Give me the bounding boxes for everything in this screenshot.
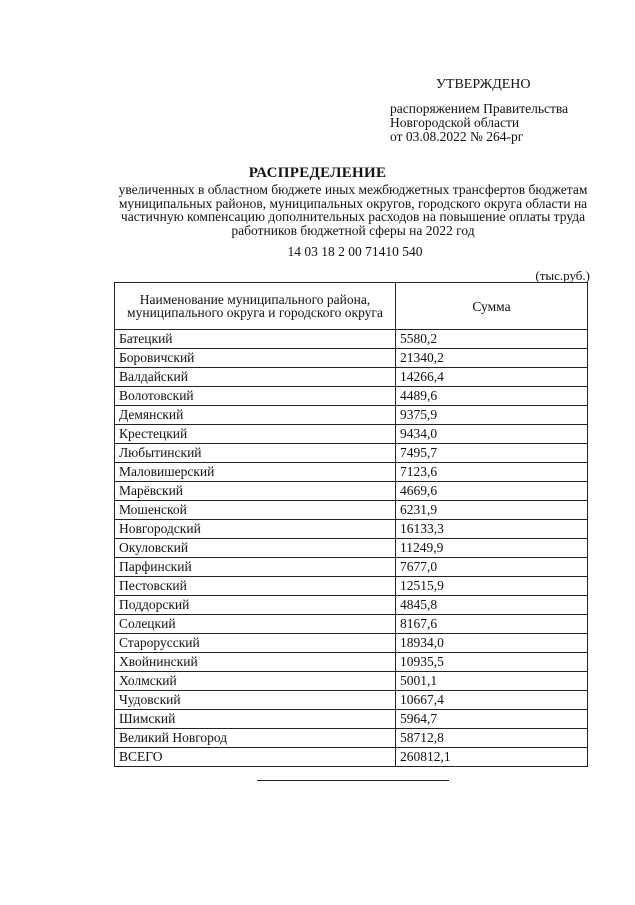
approval-line-1: распоряжением Правительства [390, 101, 569, 116]
row-name: Новгородский [115, 520, 396, 539]
approval-line-2: Новгородской области [390, 115, 520, 130]
table-row [115, 463, 588, 482]
header-sum: Сумма [396, 283, 588, 330]
row-sum: 9434,0 [396, 425, 588, 444]
row-name: Солецкий [115, 615, 396, 634]
table-row [115, 596, 588, 615]
document-subtitle: увеличенных в областном бюджете иных межбюджетных трансфертов бюджетам муниципальных районов, муниципальных округов, городского округа области на частичную компенсацию дополнительных расходов на повышение оплаты труда работников бюджетной сферы на 2022 год [118, 182, 588, 238]
table-row [115, 368, 588, 387]
row-sum: 18934,0 [396, 634, 588, 653]
row-sum: 9375,9 [396, 406, 588, 425]
table-row [115, 349, 588, 368]
document-title: РАСПРЕДЕЛЕНИЕ [248, 165, 387, 181]
table-row [115, 691, 588, 710]
row-name: Валдайский [115, 368, 396, 387]
row-sum: 7123,6 [396, 463, 588, 482]
table-row [115, 425, 588, 444]
table-row [115, 672, 588, 691]
distribution-table [114, 282, 588, 767]
row-sum: 5580,2 [396, 330, 588, 349]
row-sum: 5964,7 [396, 710, 588, 729]
table-row [115, 615, 588, 634]
row-name: Любытинский [115, 444, 396, 463]
row-sum: 7677,0 [396, 558, 588, 577]
table-row [115, 748, 588, 767]
row-name: Боровичский [115, 349, 396, 368]
row-name: Хвойнинский [115, 653, 396, 672]
row-name: Батецкий [115, 330, 396, 349]
table-row [115, 558, 588, 577]
row-name: Крестецкий [115, 425, 396, 444]
row-sum: 4669,6 [396, 482, 588, 501]
row-name: Окуловский [115, 539, 396, 558]
row-name: Волотовский [115, 387, 396, 406]
row-sum: 5001,1 [396, 672, 588, 691]
table-header-row [115, 283, 588, 330]
row-name: Старорусский [115, 634, 396, 653]
row-name: ВСЕГО [115, 748, 396, 767]
row-sum: 8167,6 [396, 615, 588, 634]
row-name: Мошенской [115, 501, 396, 520]
header-name: Наименование муниципального района, муниципального округа и городского округа [115, 283, 396, 330]
table-row [115, 387, 588, 406]
table-row [115, 539, 588, 558]
table-row [115, 520, 588, 539]
table-row [115, 577, 588, 596]
row-name: Парфинский [115, 558, 396, 577]
bottom-rule [257, 780, 449, 781]
row-sum: 16133,3 [396, 520, 588, 539]
row-name: Великий Новгород [115, 729, 396, 748]
row-sum: 11249,9 [396, 539, 588, 558]
row-sum: 14266,4 [396, 368, 588, 387]
table-row [115, 710, 588, 729]
table-row [115, 634, 588, 653]
row-name: Марёвский [115, 482, 396, 501]
units-label: (тыс.руб.) [535, 268, 590, 283]
table-row [115, 729, 588, 748]
table-row [115, 444, 588, 463]
row-name: Маловишерский [115, 463, 396, 482]
table-body [115, 330, 588, 767]
row-name: Холмский [115, 672, 396, 691]
table-row [115, 653, 588, 672]
row-name: Чудовский [115, 691, 396, 710]
row-name: Демянский [115, 406, 396, 425]
row-sum: 10935,5 [396, 653, 588, 672]
approval-block [390, 78, 568, 144]
table-row [115, 482, 588, 501]
approval-heading: УТВЕРЖДЕНО [436, 77, 531, 92]
row-sum: 4845,8 [396, 596, 588, 615]
row-name: Пестовский [115, 577, 396, 596]
row-sum: 12515,9 [396, 577, 588, 596]
row-sum: 7495,7 [396, 444, 588, 463]
row-sum: 4489,6 [396, 387, 588, 406]
row-sum: 6231,9 [396, 501, 588, 520]
row-sum: 260812,1 [396, 748, 588, 767]
row-sum: 10667,4 [396, 691, 588, 710]
table-row [115, 501, 588, 520]
approval-line-3: от 03.08.2022 № 264-рг [390, 129, 524, 144]
budget-code: 14 03 18 2 00 71410 540 [287, 244, 423, 259]
row-name: Поддорский [115, 596, 396, 615]
row-sum: 58712,8 [396, 729, 588, 748]
row-name: Шимский [115, 710, 396, 729]
table-row [115, 330, 588, 349]
table-row [115, 406, 588, 425]
row-sum: 21340,2 [396, 349, 588, 368]
